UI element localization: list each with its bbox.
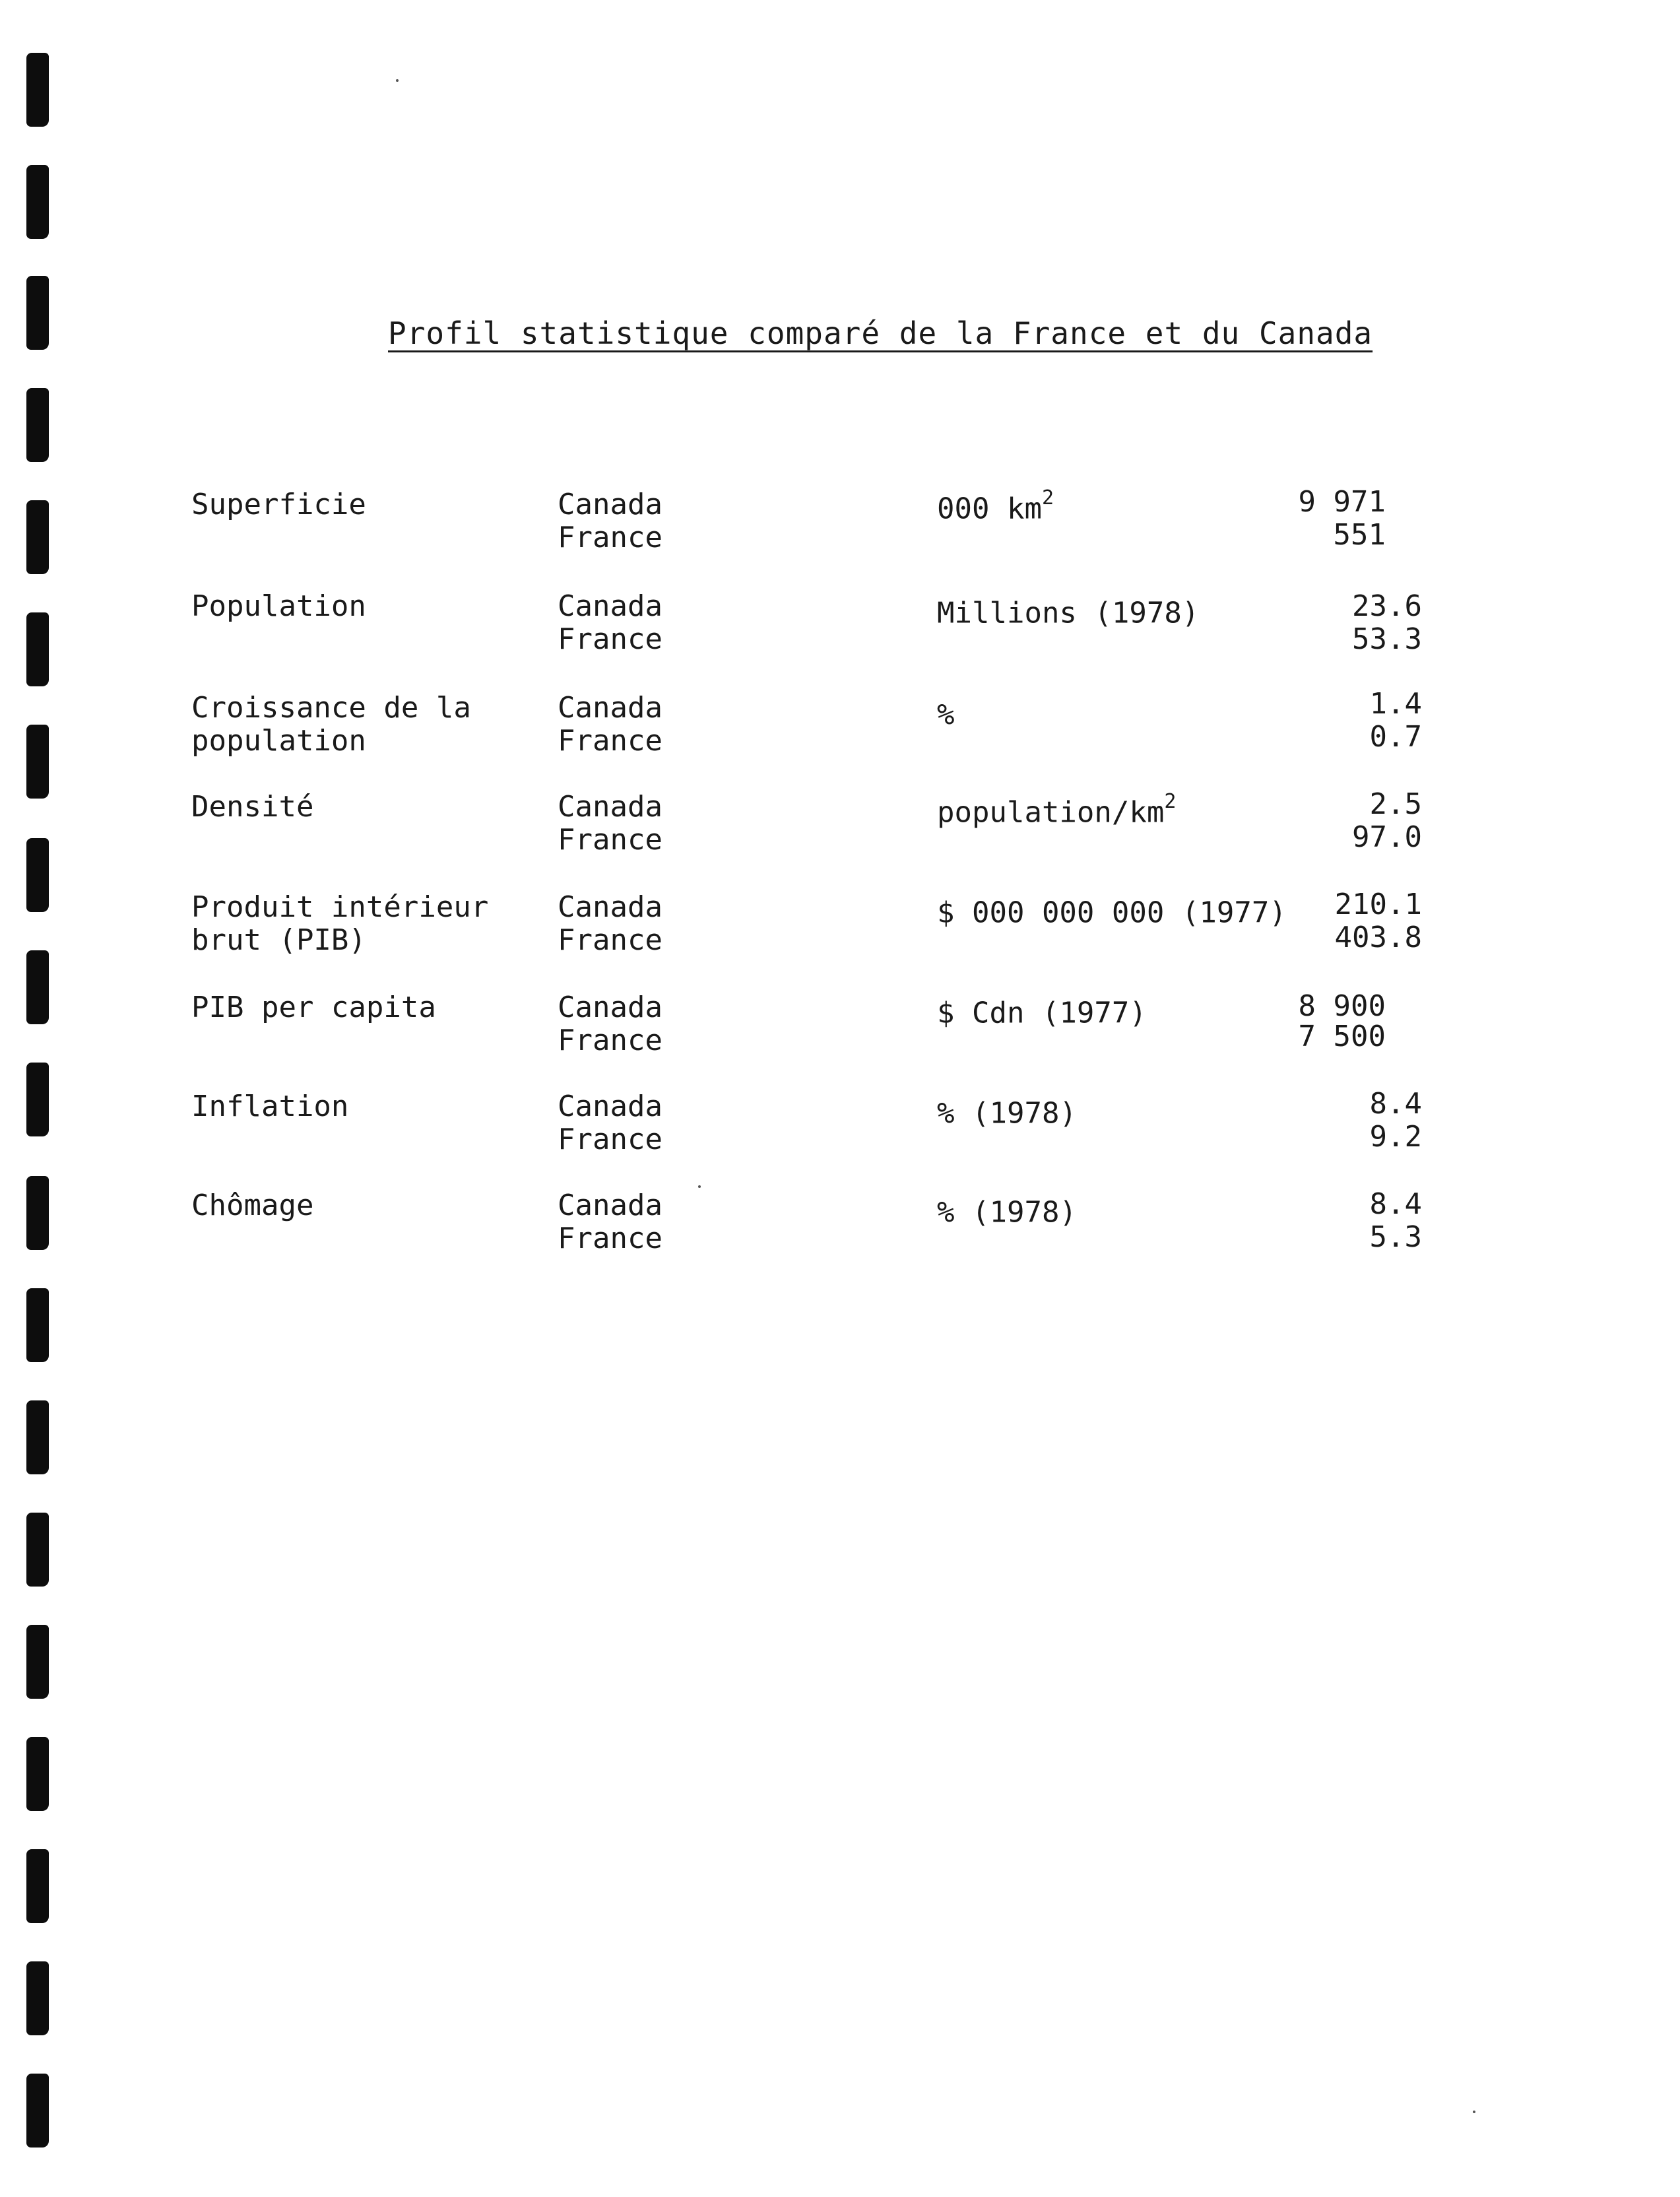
unit-label: % bbox=[937, 698, 955, 732]
scan-speck bbox=[1473, 2111, 1475, 2113]
binding-hole bbox=[26, 165, 49, 239]
value-france: 0.7 bbox=[1369, 720, 1422, 754]
binding-hole bbox=[26, 276, 49, 350]
binding-hole bbox=[26, 53, 49, 127]
binding-hole bbox=[26, 725, 49, 799]
unit-superscript: 2 bbox=[1041, 486, 1054, 509]
value-canada: 8.4 bbox=[1369, 1087, 1422, 1121]
row-label: Croissance de la bbox=[191, 691, 471, 725]
binding-hole bbox=[26, 950, 49, 1024]
country-name: Canada bbox=[558, 488, 662, 521]
binding-hole bbox=[26, 1961, 49, 2035]
row-label: brut (PIB) bbox=[191, 923, 366, 957]
row-label: population bbox=[191, 724, 366, 758]
country-name: Canada bbox=[558, 890, 662, 924]
value-canada: 8.4 bbox=[1369, 1187, 1422, 1221]
row-label: Produit intérieur bbox=[191, 890, 489, 924]
value-france: 5.3 bbox=[1369, 1220, 1422, 1254]
country-name: France bbox=[558, 1222, 662, 1255]
country-name: France bbox=[558, 1123, 662, 1156]
unit-superscript: 2 bbox=[1164, 790, 1177, 813]
country-name: Canada bbox=[558, 589, 662, 623]
country-name: France bbox=[558, 823, 662, 857]
row-label: Population bbox=[191, 589, 366, 623]
row-label: Superficie bbox=[191, 488, 366, 521]
row-label: Chômage bbox=[191, 1189, 314, 1222]
value-canada: 1.4 bbox=[1369, 687, 1422, 721]
binding-hole bbox=[26, 1625, 49, 1699]
unit-label: $ Cdn (1977) bbox=[937, 996, 1147, 1030]
country-name: France bbox=[558, 521, 662, 554]
document-title: Profil statistique comparé de la France et du Canada bbox=[388, 315, 1373, 351]
value-france: 403.8 bbox=[1334, 921, 1422, 954]
value-canada: 23.6 bbox=[1352, 589, 1422, 623]
binding-hole bbox=[26, 1176, 49, 1250]
country-name: France bbox=[558, 724, 662, 758]
country-name: France bbox=[558, 1024, 662, 1057]
unit-label: population/$km^2$ bbox=[937, 790, 1177, 830]
unit-label: $ 000 000 000 (1977) bbox=[937, 896, 1287, 930]
binding-hole bbox=[26, 1849, 49, 1923]
country-name: France bbox=[558, 622, 662, 656]
row-label: Densité bbox=[191, 790, 314, 824]
value-france: 551 bbox=[1333, 518, 1386, 552]
country-name: Canada bbox=[558, 691, 662, 725]
binding-hole bbox=[26, 388, 49, 462]
country-name: France bbox=[558, 923, 662, 957]
row-label: PIB per capita bbox=[191, 991, 436, 1024]
unit-label: Millions (1978) bbox=[937, 596, 1200, 630]
binding-hole bbox=[26, 1400, 49, 1474]
country-name: Canada bbox=[558, 790, 662, 824]
binding-hole bbox=[26, 612, 49, 686]
value-canada: 210.1 bbox=[1334, 888, 1422, 921]
country-name: Canada bbox=[558, 1189, 662, 1222]
row-label: Inflation bbox=[191, 1090, 349, 1123]
country-name: Canada bbox=[558, 991, 662, 1024]
scan-speck bbox=[396, 79, 399, 82]
value-france: 53.3 bbox=[1352, 622, 1422, 656]
scan-speck bbox=[698, 1185, 701, 1188]
country-name: Canada bbox=[558, 1090, 662, 1123]
value-canada: 9 971 bbox=[1298, 485, 1386, 519]
value-france: 9.2 bbox=[1369, 1120, 1422, 1154]
value-france: 7 500 bbox=[1298, 1020, 1386, 1053]
unit-label: 000 $km^2$ bbox=[937, 486, 1054, 526]
binding-hole bbox=[26, 1288, 49, 1362]
binding-hole bbox=[26, 1063, 49, 1136]
unit-label: % (1978) bbox=[937, 1195, 1077, 1230]
binding-hole bbox=[26, 838, 49, 912]
value-france: 97.0 bbox=[1352, 820, 1422, 854]
binding-hole bbox=[26, 500, 49, 574]
binding-hole bbox=[26, 1737, 49, 1811]
value-canada: 2.5 bbox=[1369, 787, 1422, 821]
unit-label: % (1978) bbox=[937, 1096, 1077, 1131]
value-canada: 8 900 bbox=[1298, 989, 1386, 1023]
binding-hole bbox=[26, 2074, 49, 2148]
binding-hole bbox=[26, 1513, 49, 1587]
